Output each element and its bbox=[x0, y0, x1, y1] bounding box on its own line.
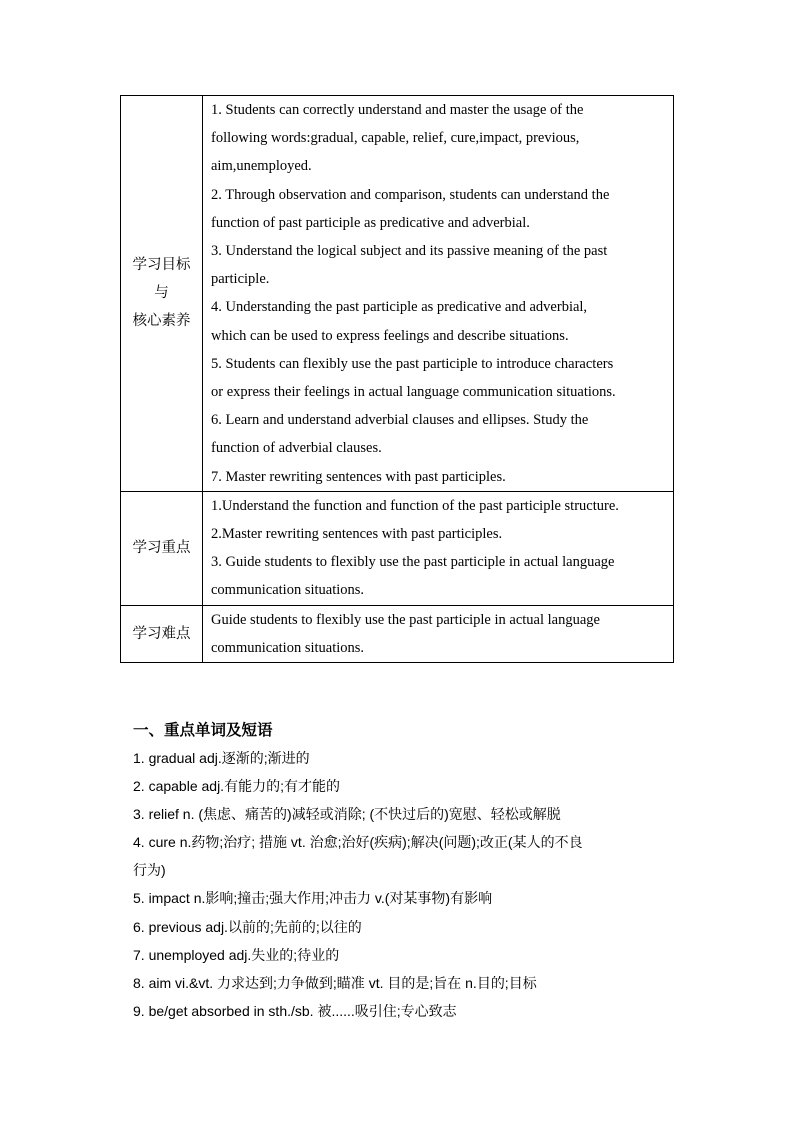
list-item: 行为) bbox=[133, 862, 166, 879]
label-line: 学习重点 bbox=[132, 540, 191, 557]
text-line: 4. Understanding the past participle as predicative and adverbial, bbox=[211, 299, 588, 316]
table-row bbox=[121, 96, 674, 492]
text-line: which can be used to express feelings and describe situations. bbox=[211, 327, 569, 344]
section-title: 一、重点单词及短语 bbox=[133, 721, 273, 739]
label-line: 学习难点 bbox=[132, 625, 191, 642]
list-item: 1. gradual adj.逐渐的;渐进的 bbox=[133, 750, 310, 766]
text-line: Guide students to flexibly use the past participle in actual language bbox=[211, 611, 600, 628]
table-row bbox=[121, 605, 674, 662]
text-line: 1.Understand the function and function of the past participle structure. bbox=[211, 497, 619, 514]
text-line: communication situations. bbox=[211, 639, 365, 656]
row-content-difficulties bbox=[203, 605, 674, 662]
row-label-key-points bbox=[121, 491, 203, 605]
text-line: 3. Guide students to flexibly use the past participle in actual language bbox=[211, 554, 615, 571]
text-line: 2.Master rewriting sentences with past participles. bbox=[211, 526, 503, 543]
table-row bbox=[121, 491, 674, 605]
vocabulary-section bbox=[133, 716, 693, 1025]
text-line: aim,unemployed. bbox=[211, 158, 312, 175]
row-content-key-points bbox=[203, 491, 674, 605]
row-label-difficulties bbox=[121, 605, 203, 662]
label-line: 与 bbox=[154, 285, 169, 302]
text-line: following words:gradual, capable, relief, cure,impact, previous, bbox=[211, 130, 580, 147]
label-line: 核心素养 bbox=[132, 313, 191, 330]
text-line: 6. Learn and understand adverbial clauses and ellipses. Study the bbox=[211, 412, 589, 429]
list-item: 5. impact n.影响;撞击;强大作用;冲击力 v.(对某事物)有影响 bbox=[133, 890, 493, 907]
text-line: or express their feelings in actual language communication situations. bbox=[211, 384, 616, 401]
text-line: function of past participle as predicative and adverbial. bbox=[211, 214, 530, 231]
text-line: participle. bbox=[211, 271, 270, 288]
learning-objectives-table bbox=[120, 95, 674, 663]
text-line: 7. Master rewriting sentences with past participles. bbox=[211, 468, 506, 485]
list-item: 7. unemployed adj.失业的;待业的 bbox=[133, 946, 340, 963]
label-line: 学习目标 bbox=[132, 257, 191, 274]
row-label-objectives bbox=[121, 96, 203, 492]
list-item: 4. cure n.药物;治疗; 措施 vt. 治愈;治好(疾病);解决(问题);改正(某人的不良 bbox=[133, 834, 583, 851]
text-line: 3. Understand the logical subject and its passive meaning of the past bbox=[211, 243, 608, 260]
text-line: function of adverbial clauses. bbox=[211, 440, 382, 457]
list-item: 9. be/get absorbed in sth./sb. 被......吸引住;专心致志 bbox=[133, 1002, 457, 1019]
list-item: 6. previous adj.以前的;先前的;以往的 bbox=[133, 918, 362, 935]
text-line: 1. Students can correctly understand and master the usage of the bbox=[211, 102, 584, 118]
list-item: 3. relief n. (焦虑、痛苦的)减轻或消除; (不快过后的)宽慰、轻松或解脱 bbox=[133, 806, 561, 823]
list-item: 2. capable adj.有能力的;有才能的 bbox=[133, 778, 340, 795]
text-line: communication situations. bbox=[211, 582, 365, 599]
text-line: 5. Students can flexibly use the past participle to introduce characters bbox=[211, 355, 614, 372]
vocabulary-list bbox=[133, 744, 693, 1025]
list-item: 8. aim vi.&vt. 力求达到;力争做到;瞄准 vt. 目的是;旨在 n.目的;目标 bbox=[133, 974, 537, 991]
text-line: 2. Through observation and comparison, students can understand the bbox=[211, 186, 610, 203]
row-content-objectives bbox=[203, 96, 674, 492]
